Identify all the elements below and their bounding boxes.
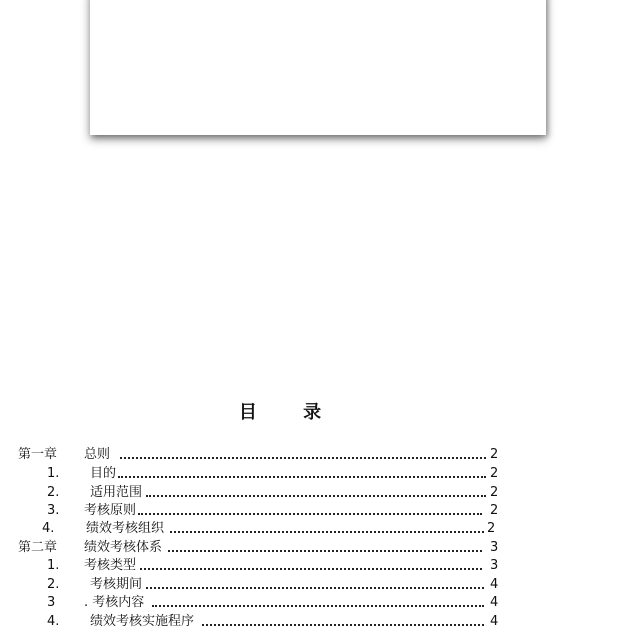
toc-entry-1-1[interactable]: [0, 465, 520, 483]
toc-entry-text: . 考核内容: [84, 595, 145, 610]
toc-leader-dots: [152, 605, 484, 607]
toc-entry-text: 考核期间: [90, 577, 143, 592]
toc-entry-2-1[interactable]: [0, 557, 520, 575]
toc-entry-chapter-2[interactable]: [0, 539, 520, 557]
toc-entry-number: 3: [47, 595, 56, 610]
toc-entry-2-4[interactable]: [0, 613, 520, 631]
toc-title: 目 录: [238, 402, 342, 423]
toc-leader-dots: [120, 457, 486, 459]
toc-entry-text: 绩效考核组织: [86, 521, 165, 536]
toc-entry-text: 适用范围: [90, 485, 143, 500]
toc-entry-page: 3: [490, 558, 499, 573]
toc-entry-text: 总则: [84, 447, 111, 462]
toc-entry-text: 目的: [90, 466, 117, 481]
toc-entry-number: 第一章: [18, 447, 58, 462]
toc-entry-number: 2.: [47, 577, 60, 592]
toc-entry-1-4[interactable]: [0, 520, 520, 538]
toc-entry-page: 2: [490, 503, 499, 518]
toc-entry-number: 1.: [47, 558, 60, 573]
toc-entry-chapter-1[interactable]: [0, 446, 520, 464]
toc-entry-text: 考核原则: [84, 503, 137, 518]
toc-leader-dots: [140, 568, 482, 570]
toc-entry-2-3[interactable]: [0, 594, 520, 612]
toc-entry-number: 4.: [47, 614, 60, 629]
toc-entry-number: 2.: [47, 485, 60, 500]
toc-entry-1-3[interactable]: [0, 502, 520, 520]
toc-entry-text: 绩效考核实施程序: [90, 614, 195, 629]
toc-entry-2-2[interactable]: [0, 576, 520, 594]
toc-entry-page: 4: [490, 577, 499, 592]
toc-leader-dots: [146, 587, 484, 589]
toc-leader-dots: [146, 495, 486, 497]
toc-entry-page: 2: [490, 466, 499, 481]
toc-entry-number: 第二章: [18, 540, 58, 555]
toc-entry-page: 3: [490, 540, 499, 555]
toc-leader-dots: [168, 550, 482, 552]
toc-leader-dots: [170, 531, 484, 533]
toc-leader-dots: [202, 624, 484, 626]
toc-entry-number: 4.: [42, 521, 55, 536]
toc-entry-page: 4: [490, 614, 499, 629]
toc-entry-number: 1.: [47, 466, 60, 481]
toc-leader-dots: [118, 476, 486, 478]
toc-entry-page: 2: [490, 485, 499, 500]
toc-entry-page: 4: [490, 595, 499, 610]
toc-entry-text: 绩效考核体系: [84, 540, 163, 555]
previous-page-sheet: [90, 0, 546, 135]
toc-leader-dots: [138, 513, 482, 515]
toc-entry-page: 2: [490, 447, 499, 462]
toc-entry-number: 3.: [47, 503, 60, 518]
toc-entry-page: 2: [487, 521, 496, 536]
toc-entry-text: 考核类型: [84, 558, 137, 573]
toc-entry-1-2[interactable]: [0, 484, 520, 502]
